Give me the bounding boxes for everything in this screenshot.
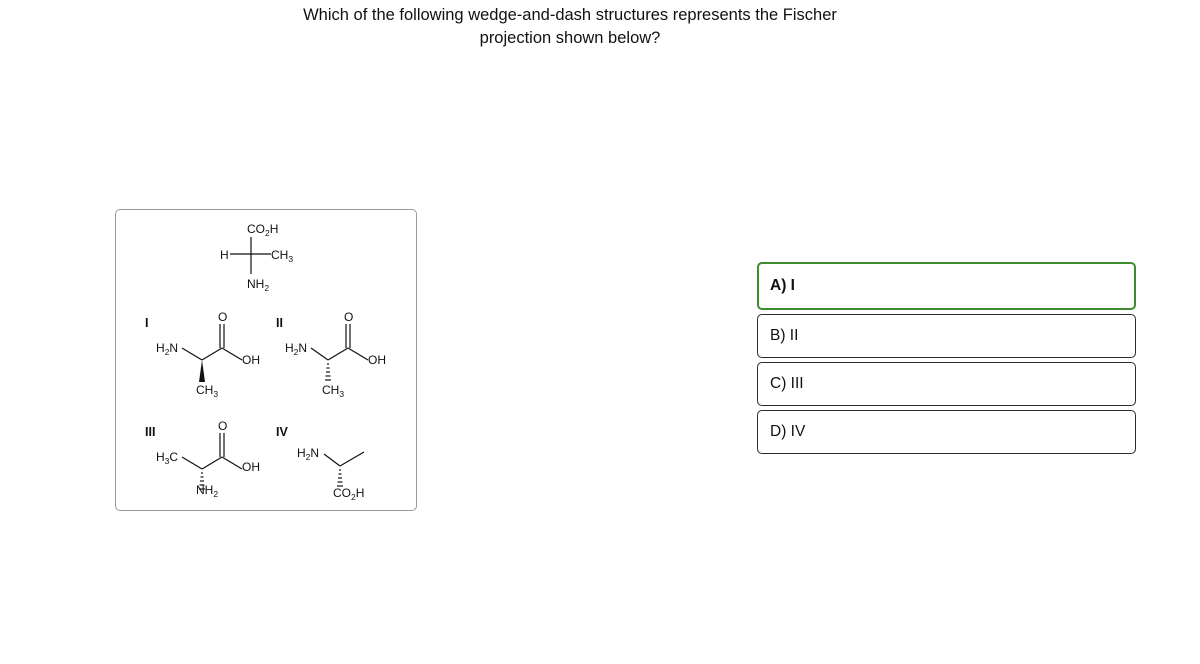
structure-III-oxygen: O <box>218 419 228 433</box>
structure-II-dash-bond <box>325 364 331 380</box>
option-c[interactable] <box>757 362 1136 406</box>
structure-I-methyl: $CH_3$ <box>196 383 219 399</box>
structure-II-hydroxyl: OH <box>368 353 386 367</box>
structure-IV-carboxyl: $CO_2H$ <box>333 486 365 502</box>
question-line-1: Which of the following wedge-and-dash structures represents the Fischer <box>303 6 837 24</box>
structure-IV-dash-bond <box>337 470 343 486</box>
structure-IV-numeral: IV <box>276 425 288 439</box>
structure-I-numeral: I <box>145 316 149 330</box>
structure-II-bond-1 <box>311 348 328 360</box>
structure-IV <box>276 425 364 502</box>
structure-I <box>145 310 260 399</box>
structure-II-bond-2 <box>328 348 348 360</box>
structures-figure-panel <box>115 209 417 511</box>
fischer-left-group: H <box>220 248 229 262</box>
fischer-bottom-group: $NH_2$ <box>247 277 270 293</box>
structure-II-amine: $H_2N$ <box>285 341 308 357</box>
option-b-label: B) II <box>770 327 799 344</box>
structure-I-oxygen: O <box>218 310 228 324</box>
structure-III-amine: $NH_2$ <box>196 483 219 499</box>
answer-options <box>757 262 1136 458</box>
structure-III-bond-2 <box>202 457 222 469</box>
structure-IV-bond-1 <box>324 454 340 466</box>
structure-II-oxygen: O <box>344 310 354 324</box>
structure-I-amine: $H_2N$ <box>156 341 179 357</box>
option-a[interactable] <box>757 262 1136 310</box>
structure-III <box>145 419 260 499</box>
option-d[interactable] <box>757 410 1136 454</box>
structure-II-methyl: $CH_3$ <box>322 383 345 399</box>
structure-II-numeral: II <box>276 316 283 330</box>
structures-figure <box>116 210 418 512</box>
structure-III-methyl-group: $H_3C$ <box>156 450 179 466</box>
fischer-top-group: $CO_2H$ <box>247 222 279 238</box>
structure-III-hydroxyl: OH <box>242 460 260 474</box>
fischer-right-group: $CH_3$ <box>271 248 294 264</box>
structure-I-bond-2 <box>202 348 222 360</box>
option-b[interactable] <box>757 314 1136 358</box>
structure-IV-bond-2 <box>340 452 364 466</box>
structure-I-hydroxyl: OH <box>242 353 260 367</box>
structure-III-numeral: III <box>145 425 156 439</box>
question-line-2: projection shown below? <box>479 29 661 47</box>
question-text <box>280 4 860 50</box>
structure-IV-amine: $H_2N$ <box>297 446 320 462</box>
structure-I-bond-1 <box>182 348 202 360</box>
structure-III-bond-1 <box>182 457 202 469</box>
structure-III-bond-3 <box>222 457 242 469</box>
option-d-label: D) IV <box>770 423 806 440</box>
option-a-label: A) I <box>770 277 795 294</box>
structure-I-wedge-bond <box>199 360 205 382</box>
structure-II <box>276 310 386 399</box>
structure-II-bond-3 <box>348 348 368 360</box>
option-c-label: C) III <box>770 375 804 392</box>
fischer-projection <box>220 222 293 293</box>
structure-I-bond-3 <box>222 348 242 360</box>
